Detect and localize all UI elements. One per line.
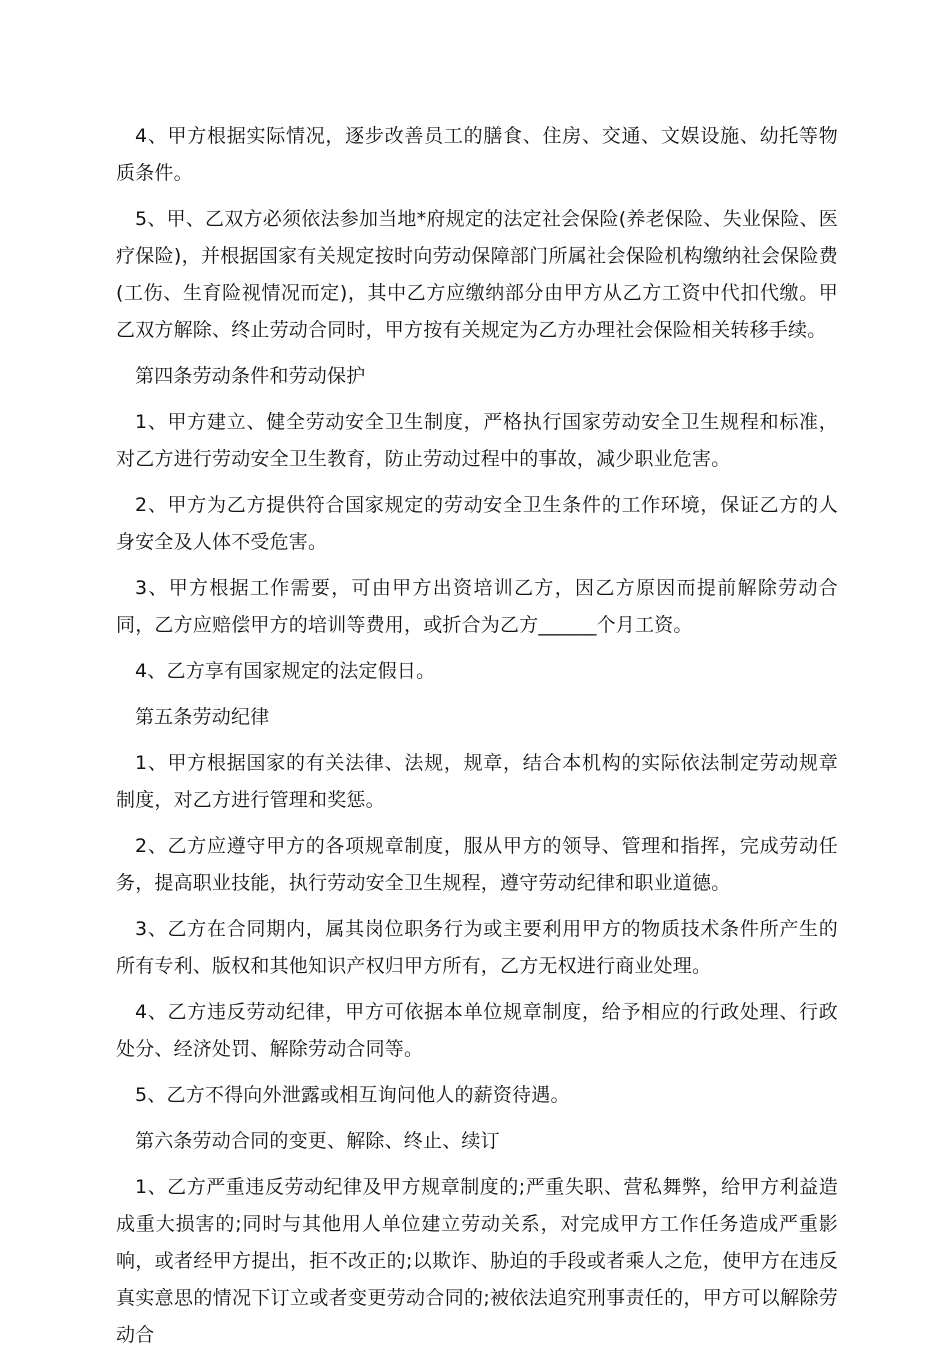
document-page (116, 118, 838, 1363)
paragraph-article3-item5: 5、甲、乙双方必须依法参加当地*府规定的法定社会保险(养老保险、失业保险、医疗保险)，并根据国家有关规定按时向劳动保障部门所属社会保险机构缴纳社会保险费(工伤、生育险视情况而定)，其中乙方应缴纳部分由甲方从乙方工资中代扣代缴。甲乙双方解除、终止劳动合同时，甲方按有关规定为乙方办理社会保险相关转移手续。 (116, 208, 838, 341)
paragraph-article5-item1: 1、甲方根据国家的有关法律、法规，规章，结合本机构的实际依法制定劳动规章制度，对乙方进行管理和奖惩。 (116, 752, 838, 811)
paragraph-article4-item4: 4、乙方享有国家规定的法定假日。 (135, 660, 436, 682)
paragraph-article4-item2: 2、甲方为乙方提供符合国家规定的劳动安全卫生条件的工作环境，保证乙方的人身安全及人体不受危害。 (116, 494, 838, 553)
paragraph-article3-item4: 4、甲方根据实际情况，逐步改善员工的膳食、住房、交通、文娱设施、幼托等物质条件。 (116, 125, 838, 184)
paragraph-article4-item1: 1、甲方建立、健全劳动安全卫生制度，严格执行国家劳动安全卫生规程和标准，对乙方进行劳动安全卫生教育，防止劳动过程中的事故，减少职业危害。 (116, 411, 838, 470)
heading-article5: 第五条劳动纪律 (135, 706, 270, 728)
paragraph-article5-item5: 5、乙方不得向外泄露或相互询问他人的薪资待遇。 (135, 1084, 570, 1106)
heading-article4: 第四条劳动条件和劳动保护 (135, 365, 366, 387)
paragraph-article5-item4: 4、乙方违反劳动纪律，甲方可依据本单位规章制度，给予相应的行政处理、行政处分、经济处罚、解除劳动合同等。 (116, 1001, 838, 1060)
paragraph-article5-item2: 2、乙方应遵守甲方的各项规章制度，服从甲方的领导、管理和指挥，完成劳动任务，提高职业技能，执行劳动安全卫生规程，遵守劳动纪律和职业道德。 (116, 835, 838, 894)
heading-article6: 第六条劳动合同的变更、解除、终止、续订 (135, 1130, 500, 1152)
paragraph-article5-item3: 3、乙方在合同期内，属其岗位职务行为或主要利用甲方的物质技术条件所产生的所有专利、版权和其他知识产权归甲方所有，乙方无权进行商业处理。 (116, 918, 838, 977)
paragraph-article4-item3: 3、甲方根据工作需要，可由甲方出资培训乙方，因乙方原因而提前解除劳动合同，乙方应赔偿甲方的培训等费用，或折合为乙方______个月工资。 (116, 577, 838, 636)
paragraph-article6-item1: 1、乙方严重违反劳动纪律及甲方规章制度的;严重失职、营私舞弊，给甲方利益造成重大损害的;同时与其他用人单位建立劳动关系，对完成甲方工作任务造成严重影响，或者经甲方提出，拒不改正的;以欺诈、胁迫的手段或者乘人之危，使甲方在违反真实意思的情况下订立或者变更劳动合同的;被依法追究刑事责任的，甲方可以解除劳动合 (116, 1176, 838, 1346)
